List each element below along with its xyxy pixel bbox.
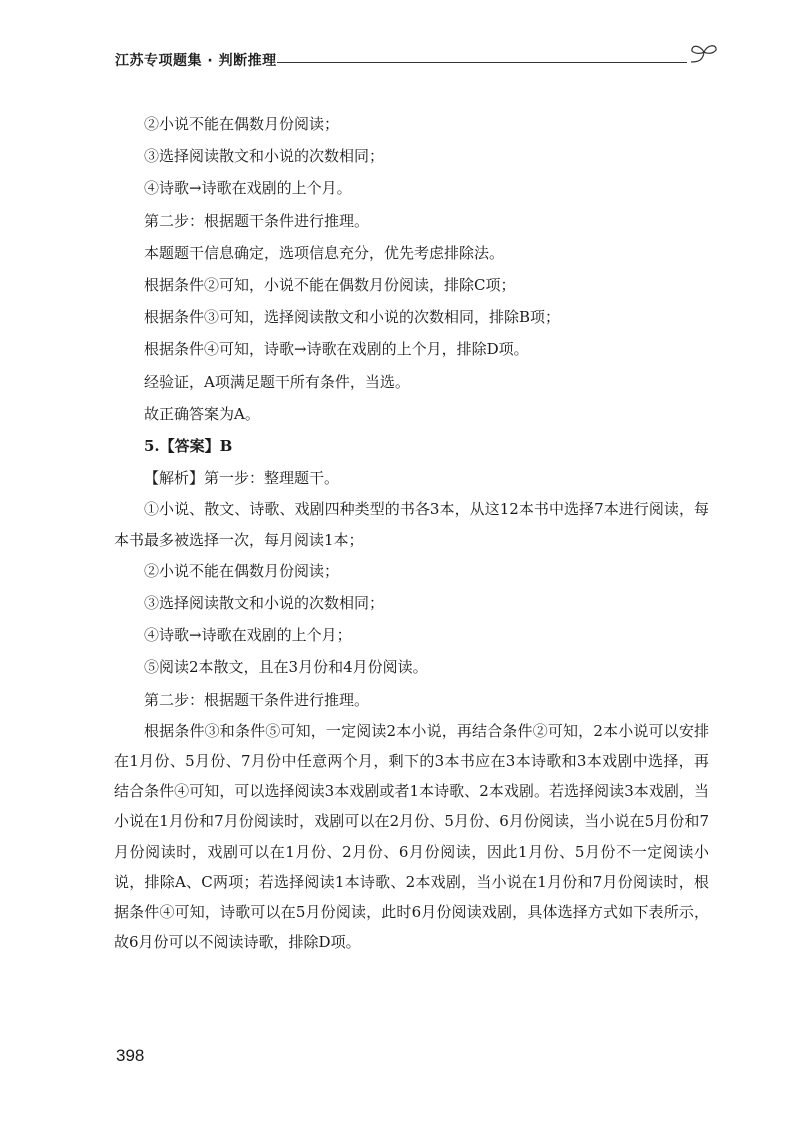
text-line: 根据条件③可知，选择阅读散文和小说的次数相同，排除B项； [144,308,561,327]
text-line: 经验证，A项满足题干所有条件，当选。 [144,372,410,391]
text-line: 故正确答案为A。 [144,404,260,423]
text-line: ②小说不能在偶数月份阅读； [144,115,340,133]
text-line: ④诗歌→诗歌在戏剧的上个月； [144,626,352,645]
running-header [115,48,725,78]
analysis-heading: 【解析】第一步：整理题干。 [144,469,340,488]
reasoning-paragraph: 根据条件③和条件⑤可知，一定阅读2本小说，再结合条件②可知，2本小说可以安排在1月份、5月份、7月份中任意两个月，剩下的3本书应在3本诗歌和3本戏剧中选择，再结合条件④可知，可以选择阅读3本戏剧或者1本诗歌、2本戏剧。若选择阅读3本戏剧，当小说在1月份和7月份阅读时，戏剧可以在2月份、5月份、6月份阅读，当小说在5月份和7月份阅读时，戏剧可以在1月份、2月份、6月份阅读，因此1月份、5月份不一定阅读小说，排除A、C两项；若选择阅读1本诗歌、2本戏剧，当小说在1月份和7月份阅读时，根据条件④可知，诗歌可以在5月份阅读，此时6月份阅读戏剧，具体选择方式如下表所示，故6月份可以不阅读诗歌，排除D项。 [114,721,709,952]
header-title: 江苏专项题集 · 判断推理 [115,53,277,69]
text-line: 根据条件②可知，小说不能在偶数月份阅读，排除C项； [144,276,516,295]
text-line: ③选择阅读散文和小说的次数相同； [144,147,385,166]
answer-heading: 5.【答案】B [144,437,233,456]
text-line: ⑤阅读2本散文，且在3月份和4月份阅读。 [144,658,428,677]
sprout-icon [687,40,721,70]
page-number: 398 [116,1046,145,1065]
text-line: 本题题干信息确定，选项信息充分，优先考虑排除法。 [144,243,505,262]
header-rule [277,62,687,63]
text-line: 第二步：根据题干条件进行推理。 [144,211,370,230]
text-line: 根据条件④可知，诗歌→诗歌在戏剧的上个月，排除D项。 [144,340,529,359]
text-line: ②小说不能在偶数月份阅读； [144,561,340,580]
text-line: 第二步：根据题干条件进行推理。 [144,690,370,709]
page-content [114,108,709,957]
condition-paragraph: ①小说、散文、诗歌、戏剧四种类型的书各3本，从这12本书中选择7本进行阅读，每本书最多被选择一次，每月阅读1本； [114,500,709,549]
text-line: ④诗歌→诗歌在戏剧的上个月。 [144,179,352,198]
text-line: ③选择阅读散文和小说的次数相同； [144,594,385,613]
